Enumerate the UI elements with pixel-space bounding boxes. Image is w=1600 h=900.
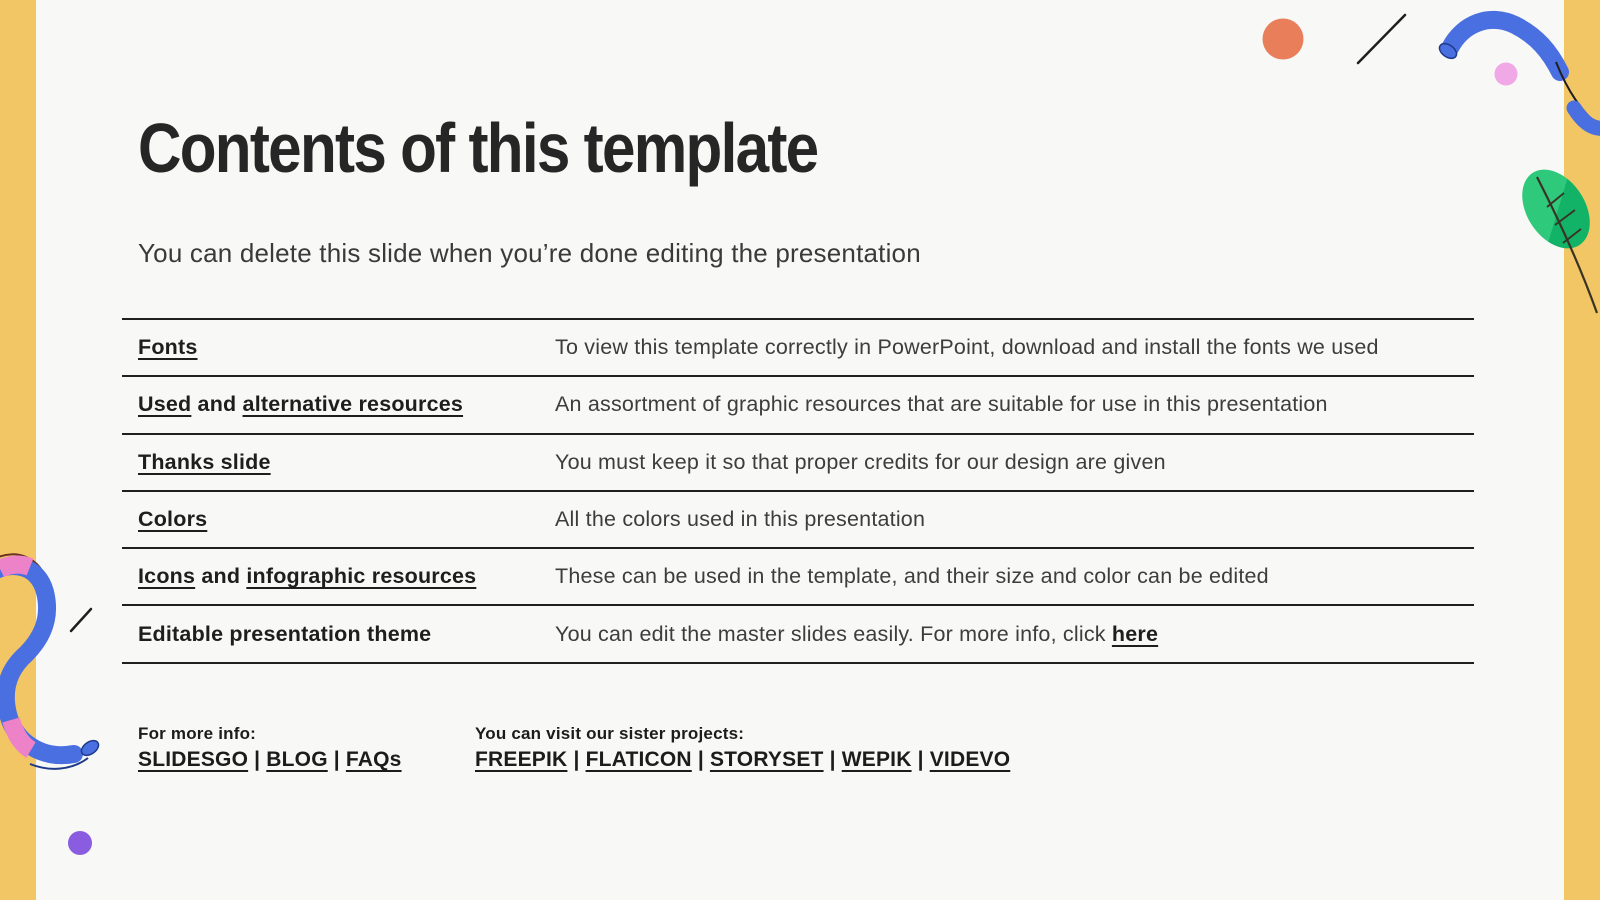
squiggle-outline-bottom-decoration — [30, 758, 88, 769]
footer-link[interactable]: FREEPIK — [475, 748, 568, 771]
link-separator: | — [327, 748, 346, 771]
row-label — [122, 392, 555, 417]
right-accent-bar — [1564, 0, 1600, 900]
table-row — [122, 433, 1474, 490]
link-separator: | — [911, 748, 930, 771]
row-description — [555, 392, 1328, 417]
row-label — [122, 335, 555, 360]
leaf-decoration — [1508, 157, 1600, 261]
squiggle-outline-top-decoration — [0, 554, 48, 584]
row-description — [555, 622, 1158, 647]
row-description — [555, 450, 1166, 475]
subtitle: You can delete this slide when you’re done editing the presentation — [138, 238, 921, 268]
pink-dot-decoration — [1495, 63, 1518, 86]
sister-projects-links — [475, 748, 1010, 772]
footer-link[interactable]: FAQs — [345, 748, 402, 771]
sister-projects-heading: You can visit our sister projects: — [475, 724, 745, 743]
footer-link[interactable]: SLIDESGO — [138, 748, 249, 771]
inline-link[interactable]: Fonts — [138, 335, 198, 360]
link-separator: | — [567, 748, 586, 771]
link-separator: | — [691, 748, 710, 771]
inline-link[interactable]: Icons — [138, 564, 196, 589]
orange-circle-decoration — [1263, 19, 1304, 60]
left-accent-bar — [0, 0, 36, 900]
footer-link[interactable]: BLOG — [266, 748, 328, 771]
footer-link[interactable]: FLATICON — [585, 748, 692, 771]
squiggle-tube-decoration — [0, 566, 74, 755]
row-label — [122, 622, 555, 647]
text-segment: These can be used in the template, and their size and color can be edited — [555, 564, 1269, 589]
row-label — [122, 450, 555, 475]
text-segment: You must keep it so that proper credits for our design are given — [555, 449, 1166, 474]
blue-tube-decoration — [1450, 20, 1560, 72]
link-separator: | — [248, 748, 267, 771]
blue-tube-cap-decoration — [1437, 41, 1459, 62]
row-description — [555, 507, 925, 532]
table-row — [122, 375, 1474, 432]
contents-table — [122, 318, 1474, 664]
table-row — [122, 547, 1474, 604]
footer-link[interactable]: STORYSET — [709, 748, 824, 771]
text-segment: You can edit the master slides easily. For more info, click — [555, 621, 1112, 646]
inline-link[interactable]: Colors — [138, 507, 208, 532]
more-info-links — [138, 748, 402, 772]
sister-projects-block — [475, 724, 1010, 772]
row-label — [122, 564, 555, 589]
more-info-heading: For more info: — [138, 724, 257, 743]
text-segment: Editable presentation theme — [138, 621, 432, 646]
footer-link[interactable]: VIDEVO — [929, 748, 1011, 771]
text-segment: and — [191, 392, 243, 417]
squiggle-cap-decoration — [79, 738, 101, 759]
table-row — [122, 604, 1474, 661]
blue-tube-outline-decoration — [1449, 13, 1506, 43]
link-separator: | — [823, 748, 842, 771]
table-row — [122, 318, 1474, 375]
diagonal-line-bottom-decoration — [71, 609, 91, 631]
squiggle-pink-top-decoration — [0, 565, 30, 569]
footer-link[interactable]: WEPIK — [841, 748, 912, 771]
squiggle-pink-bottom-decoration — [11, 720, 31, 750]
inline-link[interactable]: here — [1111, 621, 1159, 646]
text-segment: An assortment of graphic resources that are suitable for use in this presentation — [555, 392, 1328, 417]
leaf-stem-decoration — [1537, 177, 1597, 313]
blue-tube-thin-curve-decoration — [1556, 62, 1600, 127]
row-label — [122, 507, 555, 532]
leaf-vein-decoration — [1547, 193, 1581, 243]
inline-link[interactable]: Used — [138, 392, 192, 417]
row-description — [555, 335, 1379, 360]
more-info-block — [138, 724, 402, 772]
table-row — [122, 490, 1474, 547]
inline-link[interactable]: Thanks slide — [138, 449, 271, 474]
inline-link[interactable]: infographic resources — [246, 564, 477, 589]
blue-tube-fragment-decoration — [1574, 108, 1600, 128]
inline-link[interactable]: alternative resources — [242, 392, 464, 417]
text-segment: All the colors used in this presentation — [555, 507, 926, 532]
diagonal-line-top-decoration — [1358, 15, 1405, 63]
purple-dot-decoration — [68, 831, 92, 855]
text-segment: and — [195, 564, 247, 589]
text-segment: To view this template correctly in PowerPoint, download and install the fonts we used — [555, 335, 1379, 360]
row-description — [555, 564, 1269, 589]
page-title: Contents of this template — [138, 109, 818, 187]
